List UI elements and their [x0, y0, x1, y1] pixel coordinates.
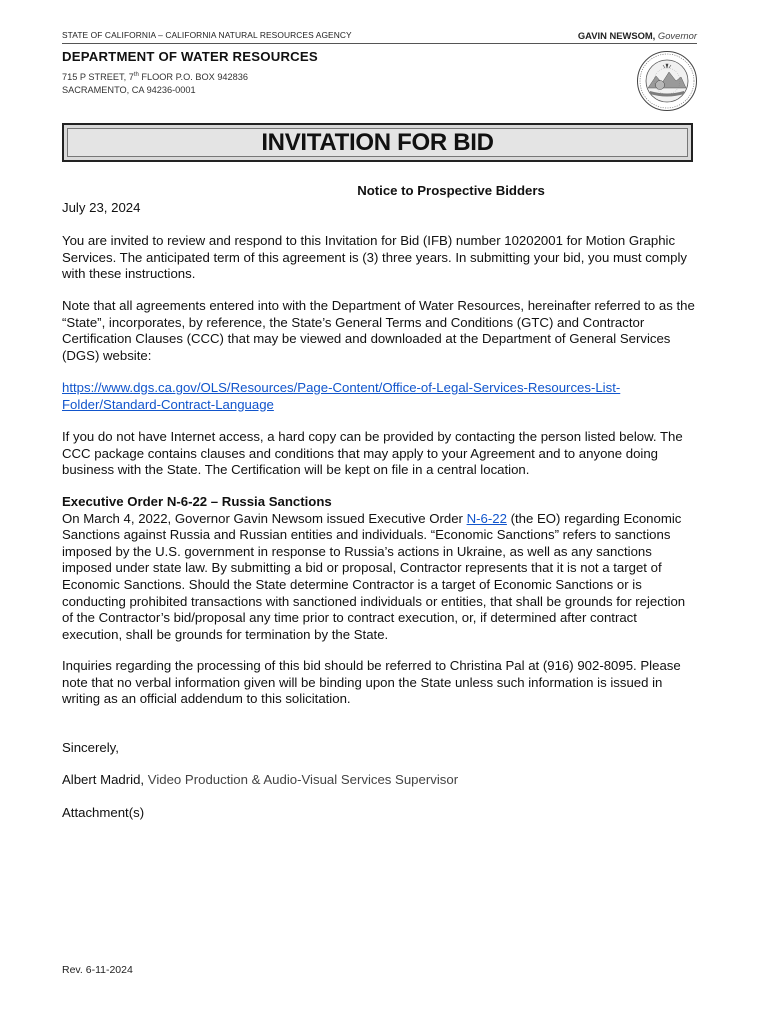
executive-order-heading: Executive Order N-6-22 – Russia Sanctions — [62, 494, 332, 509]
executive-order-link[interactable]: N-6-22 — [466, 510, 507, 526]
executive-order-paragraph: On March 4, 2022, Governor Gavin Newsom issued Executive Order N-6-22 (the EO) regarding Economic Sanctions against Russia and Russian entities and individuals. “Economic Sanctions” refers to sanctions imposed by the U.S. government in response to Russia’s actions in Ukraine, as well as any sanctions imposed under state law. By submitting a bid or proposal, Contractor represents that it is not a target of Economic Sanctions. Should the State determine Contractor is a target of Economic Sanctions or is conducting prohibited transactions with sanctioned individuals or entities, that shall be grounds for rejection of the Contractor’s bid/proposal any time prior to contract execution, or, if determined after contract execution, shall be grounds for termination by the State. — [62, 510, 686, 642]
department-name: DEPARTMENT OF WATER RESOURCES — [62, 49, 318, 64]
executive-order-section — [62, 494, 698, 643]
notice-title: Notice to Prospective Bidders — [357, 183, 545, 198]
paragraph-intro: You are invited to review and respond to this Invitation for Bid (IFB) number 10202001 for Motion Graphic Services. The anticipated term of this agreement is (3) three years. In submitting your bid, you must comply with these instructions. — [62, 233, 687, 282]
governor-title: Governor — [657, 30, 697, 41]
paragraph-inquiries: Inquiries regarding the processing of this bid should be referred to Christina Pal at (916) 902-8095. Please note that no verbal information given will be binding upon the State unless such information is issued in writing as an official addendum to this solicitation. — [62, 658, 681, 707]
dgs-link-block — [62, 380, 698, 413]
revision-footer: Rev. 6-11-2024 — [62, 964, 133, 976]
address-line-2: SACRAMENTO, CA 94236-0001 — [62, 85, 196, 96]
signature-line — [62, 772, 698, 789]
banner-title: INVITATION FOR BID — [261, 128, 494, 156]
governor-line — [578, 30, 697, 41]
dgs-contract-language-link[interactable]: https://www.dgs.ca.gov/OLS/Resources/Page-Content/Office-of-Legal-Services-Resources-List-Folder/Standard-Contract-Language — [62, 380, 621, 412]
governor-name: GAVIN NEWSOM, — [577, 30, 656, 41]
paragraph-hard-copy: If you do not have Internet access, a hard copy can be provided by contacting the person listed below. The CCC package contains clauses and conditions that may apply to your Agreement and to anyone doing business with the State. The Certification will be kept on file in a central location. — [62, 429, 683, 478]
department-address — [62, 69, 248, 97]
invitation-banner — [62, 123, 693, 162]
letterhead-top-bar — [62, 30, 697, 44]
signer-name: Albert Madrid, — [62, 772, 145, 787]
paragraph-terms: Note that all agreements entered into with the Department of Water Resources, hereinafter referred to as the “State”, incorporates, by reference, the State’s General Terms and Conditions (GTC) and Contractor Certification Clauses (CCC) that may be viewed and downloaded at the Department of General Services (DGS) website: — [62, 298, 695, 363]
attachments-label: Attachment(s) — [62, 805, 145, 820]
state-seal-icon — [636, 50, 698, 112]
signer-title: Video Production & Audio-Visual Services Supervisor — [147, 772, 459, 787]
address-line-1: 715 P STREET, 7th FLOOR P.O. BOX 942836 — [62, 72, 248, 83]
letter-date: July 23, 2024 — [62, 200, 141, 215]
agency-name: STATE OF CALIFORNIA – CALIFORNIA NATURAL RESOURCES AGENCY — [62, 30, 352, 40]
salutation: Sincerely, — [62, 740, 119, 755]
